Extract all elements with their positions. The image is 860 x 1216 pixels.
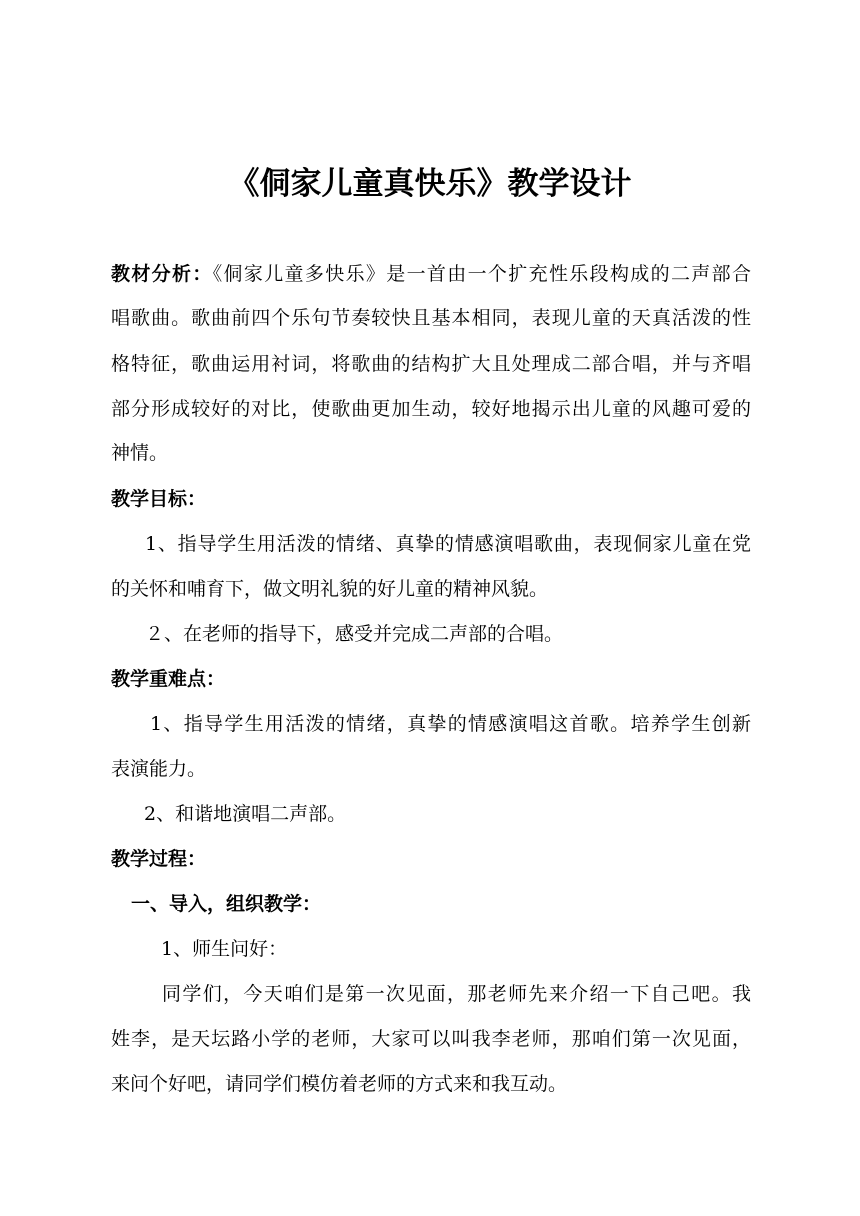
analysis-text: 《侗家儿童多快乐》是一首由一个扩充性乐段构成的二声部合 (212, 263, 751, 285)
key-points-heading: 教学重难点： (111, 668, 226, 690)
analysis-line-1 (111, 259, 751, 289)
process-para-line-2: 姓李，是天坛路小学的老师，大家可以叫我李老师，那咱们第一次见面， (111, 1028, 751, 1050)
process-section-1: 一、导入，组织教学： (131, 893, 322, 915)
goals-heading: 教学目标： (111, 488, 207, 510)
goal-item-1: 1、指导学生用活泼的情绪、真挚的情感演唱歌曲，表现侗家儿童在党 (145, 533, 751, 555)
key-point-item-2: 2、和谐地演唱二声部。 (144, 803, 347, 825)
analysis-line-3: 格特征，歌曲运用衬词，将歌曲的结构扩大且处理成二部合唱，并与齐唱 (111, 353, 751, 375)
document-title: 《侗家儿童真快乐》教学设计 (228, 166, 632, 202)
process-para-line-1: 同学们，今天咱们是第一次见面，那老师先来介绍一下自己吧。我 (162, 983, 751, 1005)
analysis-line-2: 唱歌曲。歌曲前四个乐句节奏较快且基本相同，表现儿童的天真活泼的性 (111, 307, 751, 329)
process-heading: 教学过程： (111, 848, 207, 870)
process-para-line-3: 来问个好吧，请同学们模仿着老师的方式来和我互动。 (111, 1073, 568, 1095)
goal-item-2: ２、在老师的指导下，感受并完成二声部的合唱。 (145, 623, 564, 645)
key-point-item-1-cont: 表演能力。 (111, 758, 207, 780)
analysis-line-5: 神情。 (111, 442, 169, 464)
analysis-line-4: 部分形成较好的对比，使歌曲更加生动，较好地揭示出儿童的风趣可爱的 (111, 398, 751, 420)
analysis-label: 教材分析： (111, 263, 213, 285)
goal-item-1-cont: 的关怀和哺育下，做文明礼貌的好儿童的精神风貌。 (111, 578, 549, 600)
key-point-item-1: 1、指导学生用活泼的情绪，真挚的情感演唱这首歌。培养学生创新 (150, 713, 751, 735)
process-step-1: 1、师生问好： (161, 938, 288, 960)
